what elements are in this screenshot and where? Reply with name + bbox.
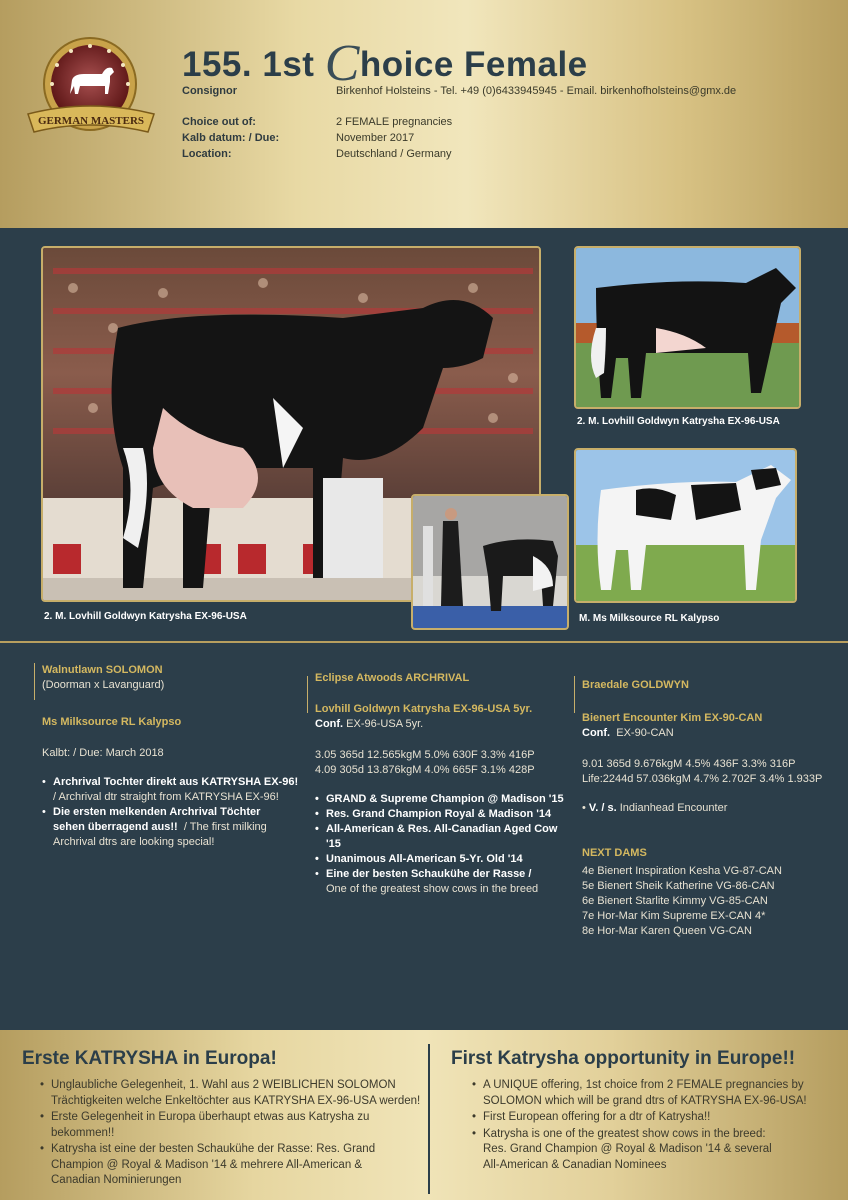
achievement-list [315,792,575,897]
left-col-bar [34,663,35,700]
kalypso-photo [574,448,797,603]
list-item: 6e Bienert Starlite Kimmy VG-85-CAN [582,895,768,907]
sire-pedigree: (Doorman x Lavanguard) [42,679,165,691]
list-item: • First European offering for a dtr of Katrysha!! [472,1110,832,1126]
due-label: Kalb datum: / Due: [182,132,280,144]
main-photo-caption: 2. M. Lovhill Goldwyn Katrysha EX-96-USA [44,611,247,622]
lot-number: 155. [182,45,253,84]
top-right-caption: 2. M. Lovhill Goldwyn Katrysha EX-96-USA [577,416,780,427]
list-item: • Die ersten melkenden Archrival Töchter sehen überragend aus!! / The first milking Archrival dtrs are looking special! [42,805,302,850]
right-conf: Conf. EX-90-CAN [582,727,674,739]
bottom-right-caption: M. Ms Milksource RL Kalypso [579,613,720,624]
dam-name: Ms Milksource RL Kalypso [42,716,182,728]
footer-en-title: First Katrysha opportunity in Europe!! [451,1048,796,1069]
header-banner [0,0,848,228]
list-item: • All-American & Res. All-Canadian Aged Cow '15 [315,822,575,852]
due-date: Kalbt: / Due: March 2018 [42,747,164,759]
list-item: • GRAND & Supreme Champion @ Madison '15 [315,792,575,807]
right-record-2: Life:2244d 57.036kgM 4.7% 2.702F 3.4% 1.933P [582,773,823,785]
sire-column [42,663,302,850]
right-col-bar [574,676,575,713]
section-divider [0,641,848,643]
grand-dam-column [582,678,844,939]
consignor-value: Birkenhof Holsteins - Tel. +49 (0)6433945945 - Email. birkenhofholsteins@gmx.de [336,85,737,97]
title-rest: hoice Female [359,45,588,84]
footer-de-list [40,1078,425,1190]
due-row [182,132,414,144]
list-item: • Archrival Tochter direkt aus KATRYSHA EX-96! / Archrival dtr straight from KATRYSHA EX-96! [42,775,302,805]
right-record-1: 9.01 365d 9.676kgM 4.5% 436F 3.3% 316P [582,758,796,770]
list-item: • Katrysha is one of the greatest show cows in the breed: Res. Grand Champion @ Royal & Madison '14 & several All-American & Canadian Nominees [472,1127,832,1174]
mid-sire-name: Eclipse Atwoods ARCHRIVAL [315,672,470,684]
mid-col-bar [307,676,308,713]
mid-record-1: 3.05 365d 12.565kgM 5.0% 630F 3.3% 416P [315,749,535,761]
list-item: • Unanimous All-American 5-Yr. Old '14 [315,852,575,867]
sire-name: Walnutlawn SOLOMON [42,664,163,676]
footer-de-title: Erste KATRYSHA in Europa! [22,1048,277,1069]
list-item: 8e Hor-Mar Karen Queen VG-CAN [582,925,752,937]
location-row [182,148,452,160]
list-item: • Katrysha ist eine der besten Schaukühe der Rasse: Res. Grand Champion @ Royal & Madison '14 & mehrere All-American & Canadian Nominierungen [40,1142,425,1189]
german-masters-logo [20,36,162,146]
mid-conf: Conf. EX-96-USA 5yr. [315,718,424,730]
list-item: • Eine der besten Schaukühe der Rasse / One of the greatest show cows in the breed [315,867,575,897]
due-value: November 2017 [336,132,415,144]
title-pre: 1st [262,45,315,84]
show-ring-photo [411,494,569,630]
list-item: • Res. Grand Champion Royal & Madison '14 [315,807,575,822]
list-item: 4e Bienert Inspiration Kesha VG-87-CAN [582,865,782,877]
choice-row [182,116,452,128]
choice-label: Choice out of: [182,116,256,128]
mid-dam-name: Lovhill Goldwyn Katrysha EX-96-USA 5yr. [315,703,533,715]
dam-column [315,671,575,897]
mid-record-2: 4.09 305d 13.876kgM 4.0% 665F 3.1% 428P [315,764,535,776]
footer-en-list [472,1078,832,1174]
list-item: 5e Bienert Sheik Katherine VG-86-CAN [582,880,775,892]
consignor-row [182,85,736,97]
right-sire-name: Braedale GOLDWYN [582,679,689,691]
list-item: • A UNIQUE offering, 1st choice from 2 FEMALE pregnancies by SOLOMON which will be grand dtrs of KATRYSHA EX-96-USA! [472,1078,832,1109]
footer-divider [428,1044,430,1194]
svg-text:GERMAN MASTERS: GERMAN MASTERS [37,115,145,127]
list-item: 7e Hor-Mar Kim Supreme EX-CAN 4* [582,910,766,922]
right-dam-name: Bienert Encounter Kim EX-90-CAN [582,712,763,724]
katrysha-photo [574,246,801,409]
title-initial: C [324,35,360,92]
next-dams-label: NEXT DAMS [582,847,647,859]
list-item: • Erste Gelegenheit in Europa überhaupt etwas aus Katrysha zu bekommen!! [40,1110,425,1141]
consignor-label: Consignor [182,85,237,97]
list-item: • Unglaubliche Gelegenheit, 1. Wahl aus 2 WEIBLICHEN SOLOMON Trächtigkeiten welche Enkeltöchter aus KATRYSHA EX-96-USA werden! [40,1078,425,1109]
sire-bullets [42,775,302,850]
location-label: Location: [182,148,232,160]
location-value: Deutschland / Germany [336,148,452,160]
choice-value: 2 FEMALE pregnancies [336,116,453,128]
right-vs: • V. / s. Indianhead Encounter [582,802,728,814]
